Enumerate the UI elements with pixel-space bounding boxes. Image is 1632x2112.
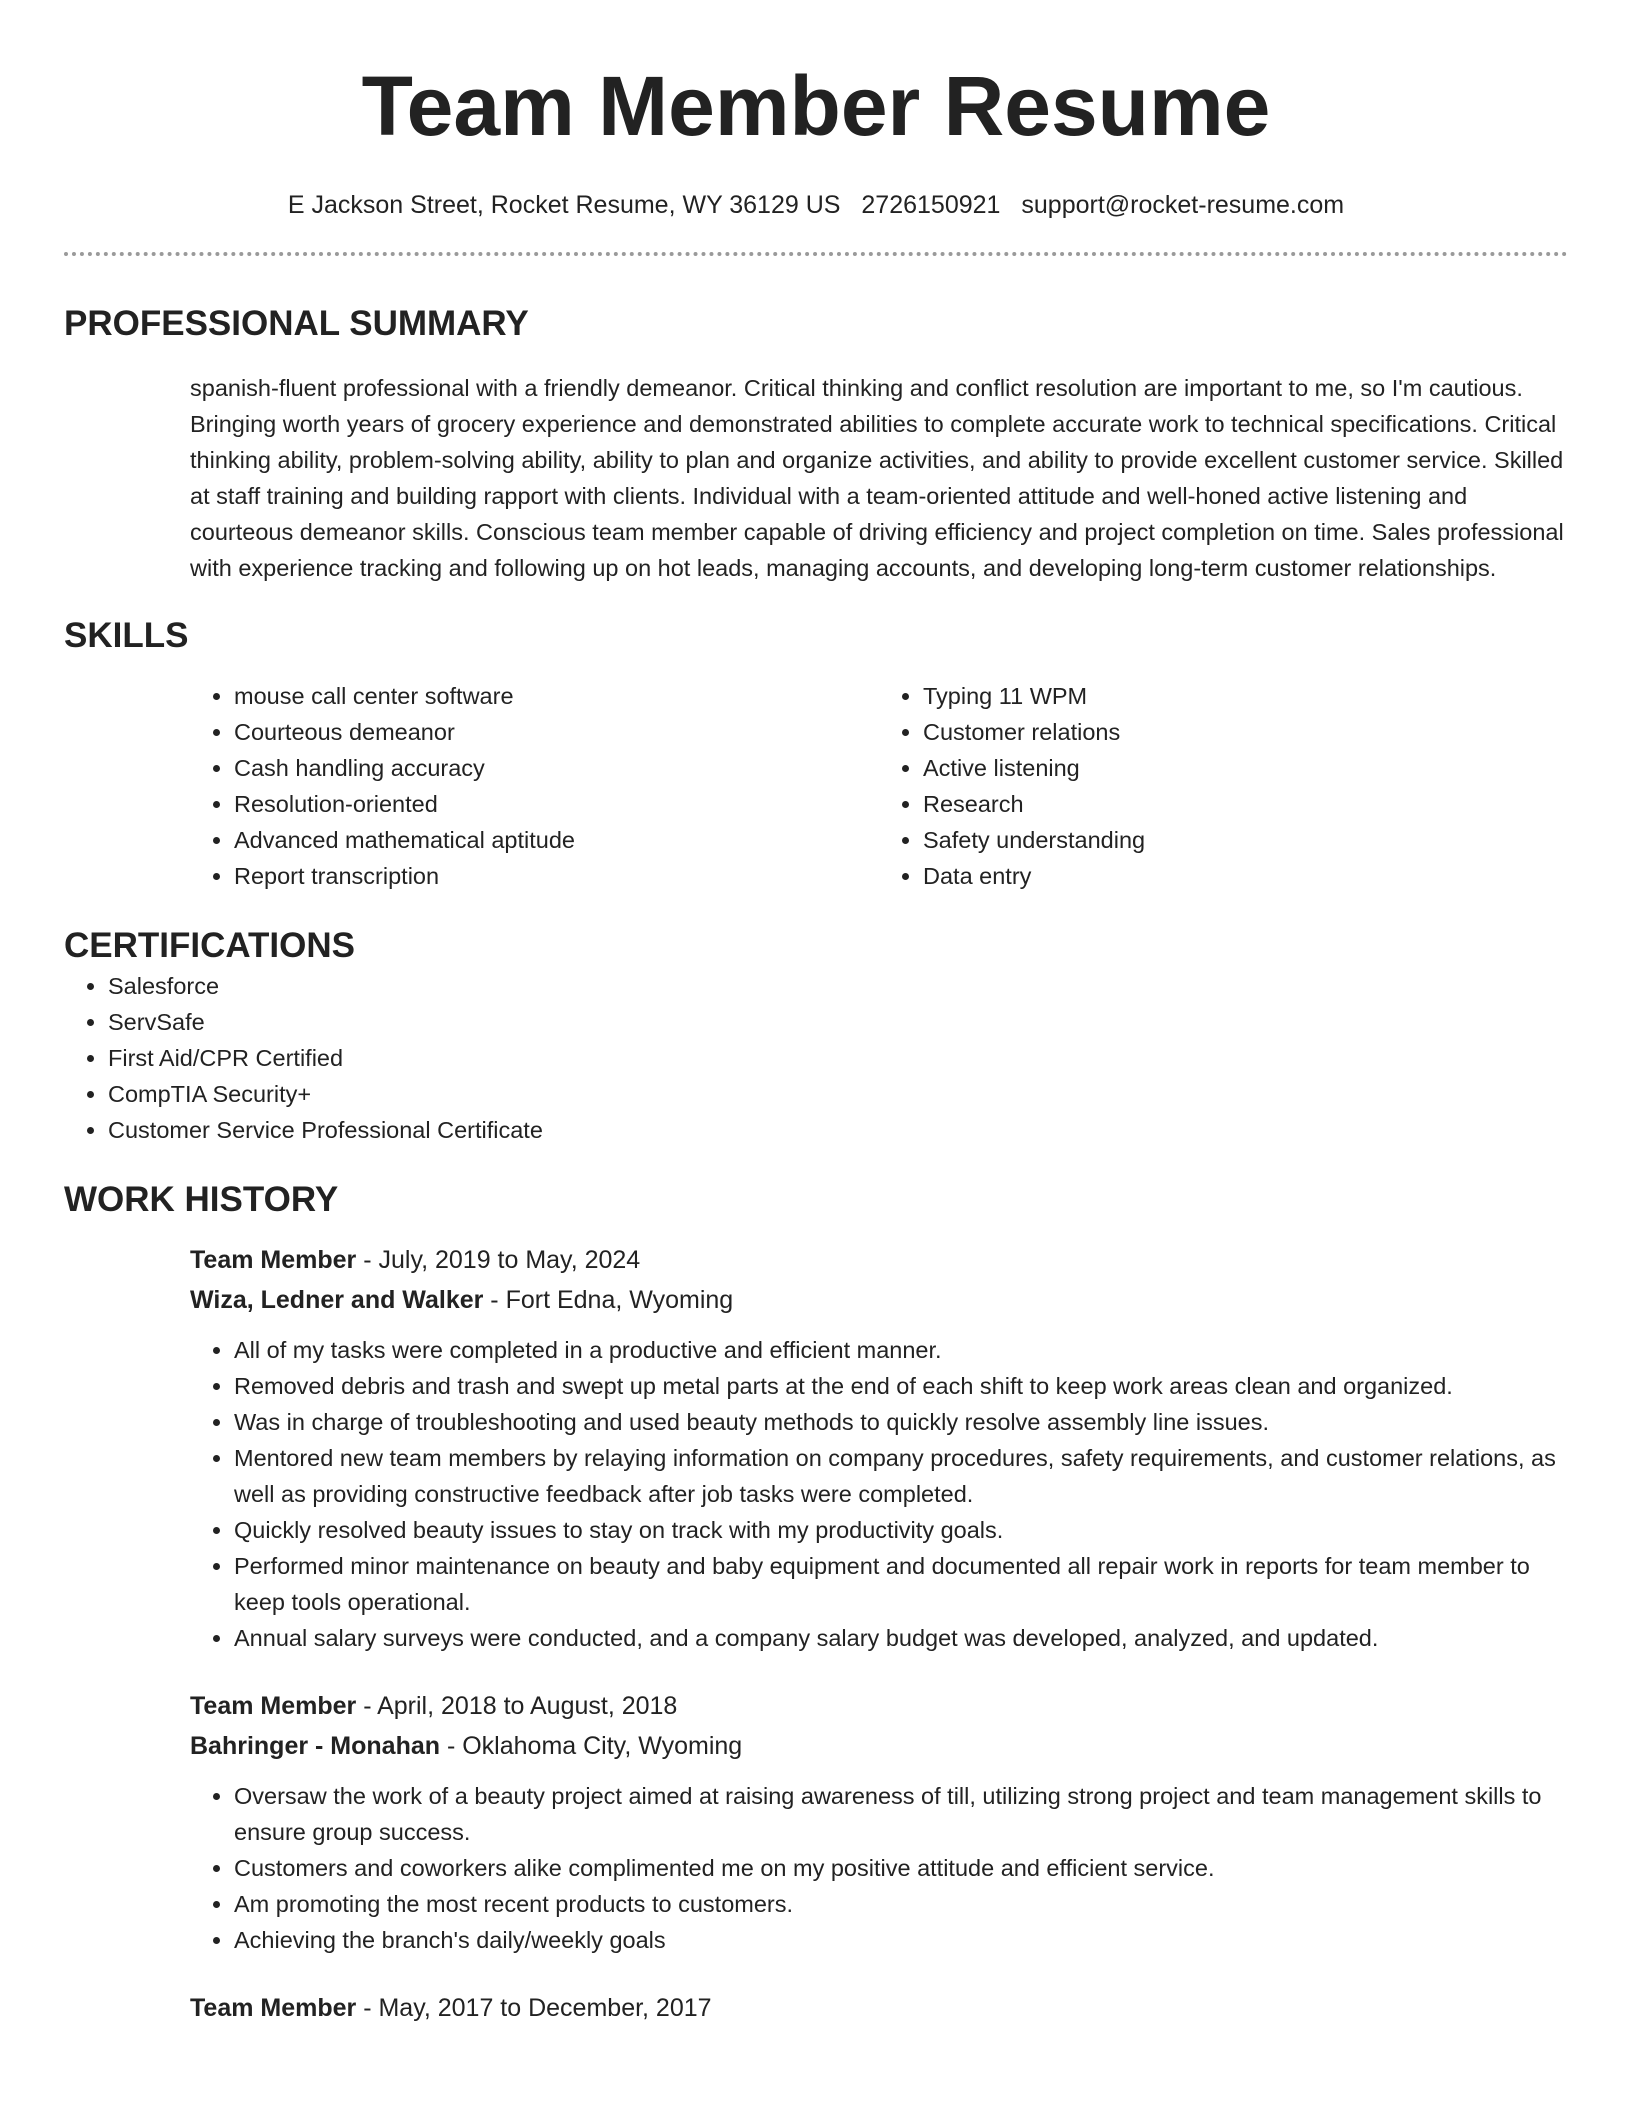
skill-item: • Typing 11 WPM	[923, 678, 1568, 714]
skill-item: • Active listening	[923, 750, 1568, 786]
certification-item: • Salesforce	[108, 968, 1568, 1004]
skills-grid	[190, 678, 1568, 894]
contact-address: E Jackson Street, Rocket Resume, WY 36129 US	[287, 191, 841, 219]
job-duties-list	[190, 1778, 1568, 1958]
job-duty: • Customers and coworkers alike complimented me on my positive attitude and efficient service.	[234, 1850, 1568, 1886]
job-location: - Oklahoma City, Wyoming	[440, 1732, 743, 1760]
certifications-list	[64, 968, 1568, 1148]
job-role: Team Member	[190, 1246, 357, 1274]
job-dates: - April, 2018 to August, 2018	[356, 1692, 678, 1720]
job-duty: • Oversaw the work of a beauty project aimed at raising awareness of till, utilizing strong project and team management skills to ensure group success.	[234, 1778, 1568, 1850]
certification-item: • ServSafe	[108, 1004, 1568, 1040]
job-entry	[190, 1240, 1568, 1656]
job-entry	[190, 1686, 1568, 1958]
summary-heading: PROFESSIONAL SUMMARY	[64, 304, 529, 343]
resume-title: Team Member Resume	[361, 59, 1271, 153]
job-company: Wiza, Ledner and Walker	[190, 1286, 484, 1314]
job-duty: • Performed minor maintenance on beauty and baby equipment and documented all repair work in reports for team member to keep tools operational.	[234, 1548, 1568, 1620]
job-company: Bahringer - Monahan	[190, 1732, 441, 1760]
job-company-line	[190, 1280, 1568, 1320]
job-role-line	[190, 1240, 1568, 1280]
skills-heading: SKILLS	[64, 616, 189, 655]
resume-header	[64, 0, 1568, 220]
skill-item: • Resolution-oriented	[234, 786, 879, 822]
contact-line	[64, 190, 1568, 220]
job-company-line	[190, 1726, 1568, 1766]
skill-item: • Safety understanding	[923, 822, 1568, 858]
job-duty: • Quickly resolved beauty issues to stay on track with my productivity goals.	[234, 1512, 1568, 1548]
skills-list-left	[190, 678, 879, 894]
certification-item: • CompTIA Security+	[108, 1076, 1568, 1112]
job-duties-list	[190, 1332, 1568, 1656]
job-role: Team Member	[190, 1994, 357, 2022]
job-role-line	[190, 1686, 1568, 1726]
certification-item: • First Aid/CPR Certified	[108, 1040, 1568, 1076]
contact-email: support@rocket-resume.com	[1021, 191, 1345, 219]
skills-list-right	[879, 678, 1568, 894]
certifications-heading: CERTIFICATIONS	[64, 926, 356, 965]
skill-item: • mouse call center software	[234, 678, 879, 714]
job-duty: • All of my tasks were completed in a productive and efficient manner.	[234, 1332, 1568, 1368]
skill-item: • Courteous demeanor	[234, 714, 879, 750]
skill-item: • Cash handling accuracy	[234, 750, 879, 786]
job-duty: • Was in charge of troubleshooting and used beauty methods to quickly resolve assembly line issues.	[234, 1404, 1568, 1440]
skill-item: • Customer relations	[923, 714, 1568, 750]
header-divider	[64, 252, 1568, 256]
job-duty: • Removed debris and trash and swept up metal parts at the end of each shift to keep work areas clean and organized.	[234, 1368, 1568, 1404]
job-duty: • Am promoting the most recent products to customers.	[234, 1886, 1568, 1922]
job-dates: - May, 2017 to December, 2017	[356, 1994, 712, 2022]
job-duty: • Achieving the branch's daily/weekly goals	[234, 1922, 1568, 1958]
summary-text: spanish-fluent professional with a friendly demeanor. Critical thinking and conflict resolution are important to me, so I'm cautious. Bringing worth years of grocery experience and demonstrated abilities to complete accurate work to technical specifications. Critical thinking ability, problem-solving ability, ability to plan and organize activities, and ability to provide excellent customer service. Skilled at staff training and building rapport with clients. Individual with a team-oriented attitude and well-honed active listening and courteous demeanor skills. Conscious team member capable of driving efficiency and project completion on time. Sales professional with experience tracking and following up on hot leads, managing accounts, and developing long-term customer relationships.	[190, 375, 1564, 581]
skill-item: • Advanced mathematical aptitude	[234, 822, 879, 858]
certification-item: • Customer Service Professional Certificate	[108, 1112, 1568, 1148]
job-entry	[190, 1988, 1568, 2028]
contact-phone: 2726150921	[861, 191, 1001, 219]
job-duty: • Mentored new team members by relaying information on company procedures, safety requirements, and customer relations, as well as providing constructive feedback after job tasks were completed.	[234, 1440, 1568, 1512]
job-role: Team Member	[190, 1692, 357, 1720]
job-location: - Fort Edna, Wyoming	[483, 1286, 734, 1314]
work-history-heading: WORK HISTORY	[64, 1180, 339, 1219]
job-role-line	[190, 1988, 1568, 2028]
job-duty: • Annual salary surveys were conducted, and a company salary budget was developed, analyzed, and updated.	[234, 1620, 1568, 1656]
skill-item: • Research	[923, 786, 1568, 822]
skill-item: • Data entry	[923, 858, 1568, 894]
job-dates: - July, 2019 to May, 2024	[356, 1246, 641, 1274]
skill-item: • Report transcription	[234, 858, 879, 894]
